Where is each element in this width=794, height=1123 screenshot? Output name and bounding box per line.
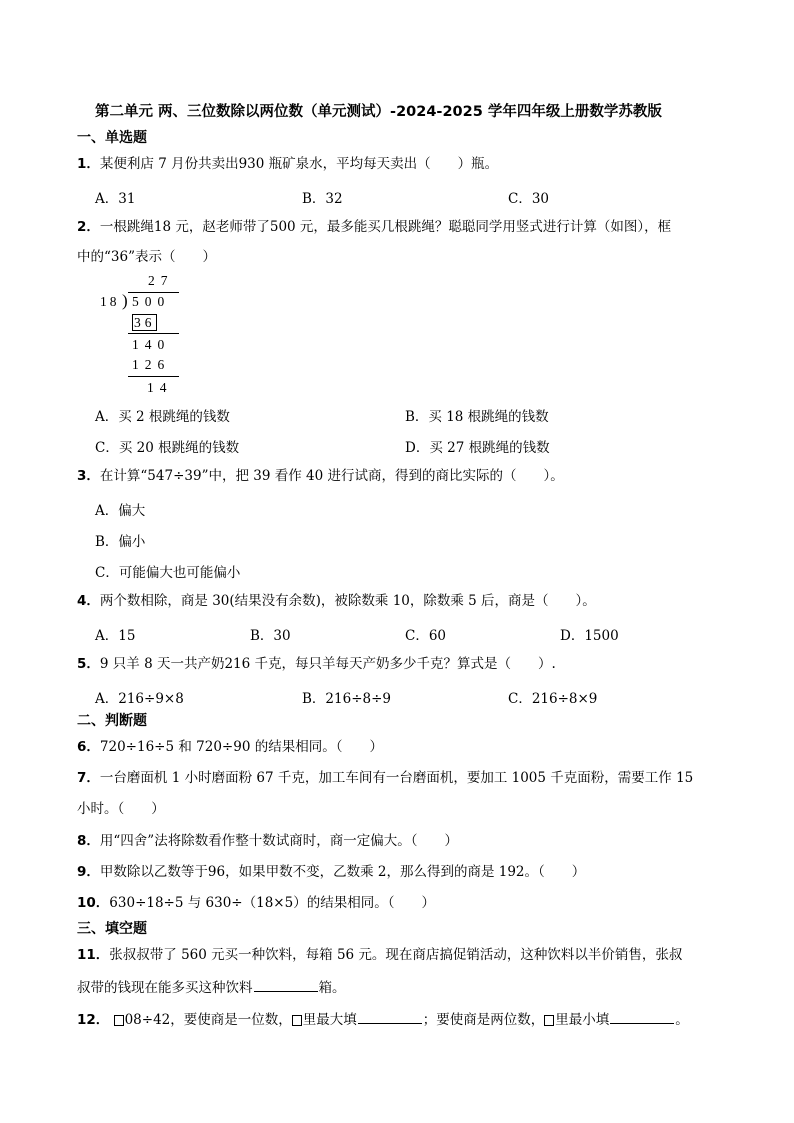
question-text: 在计算“547÷39”中，把 39 看作 40 进行试商，得到的商比实际的（ ）。 — [99, 468, 564, 484]
question-text: 里最大填 — [302, 1012, 357, 1028]
question-number: 4． — [77, 593, 100, 609]
option-d[interactable]: D．买 27 根跳绳的钱数 — [405, 440, 550, 456]
square-placeholder-icon — [292, 1015, 302, 1026]
partial-dividend: 140 — [132, 337, 171, 352]
option-b[interactable]: B．偏小 — [95, 534, 146, 550]
question-text: 720÷16÷5 和 720÷90 的结果相同。（ ） — [99, 739, 383, 755]
question-9 — [77, 863, 585, 881]
question-text: 一根跳绳18 元，赵老师带了500 元，最多能买几根跳绳？聪聪同学用竖式进行计算（如图），框 — [99, 219, 672, 235]
option-c[interactable]: C．30 — [508, 191, 550, 207]
option-b[interactable]: B．买 18 根跳绳的钱数 — [405, 409, 549, 425]
question-number: 8． — [77, 833, 100, 849]
question-5 — [77, 655, 556, 673]
answer-blank[interactable] — [610, 1009, 674, 1024]
option-b[interactable]: B．216÷8÷9 — [302, 691, 391, 707]
question-text: 08÷42，要使商是一位数， — [124, 1012, 292, 1028]
option-b[interactable]: B．32 — [302, 191, 343, 207]
question-text-continued: 中的“36”表示（ ） — [77, 249, 216, 265]
option-b[interactable]: B．30 — [250, 628, 291, 644]
question-number: 11． — [77, 947, 110, 963]
question-12 — [77, 1009, 689, 1029]
question-text: 箱。 — [318, 980, 346, 996]
option-a[interactable]: A．31 — [95, 191, 136, 207]
question-text: 甲数除以乙数等于96，如果甲数不变，乙数乘 2，那么得到的商是 192。（ ） — [99, 864, 586, 880]
question-number: 5． — [77, 656, 100, 672]
question-8 — [77, 832, 458, 850]
question-text: 叔带的钱现在能多买这种饮料 — [77, 980, 253, 996]
question-number: 12． — [77, 1012, 110, 1028]
question-number: 10． — [77, 895, 110, 911]
question-text: ；要使商是两位数， — [422, 1012, 545, 1028]
remainder: 14 — [147, 380, 173, 395]
question-text: 630÷18÷5 与 630÷（18×5）的结果相同。（ ） — [109, 895, 435, 911]
option-a[interactable]: A．15 — [95, 628, 136, 644]
section-heading-fill-blank: 三、填空题 — [77, 921, 147, 937]
question-number: 6． — [77, 739, 100, 755]
question-number: 7． — [77, 770, 100, 786]
option-a[interactable]: A．216÷9×8 — [95, 691, 184, 707]
long-division-figure — [100, 273, 190, 398]
question-text: 里最小填 — [555, 1012, 610, 1028]
question-text: 用“四舍”法将除数看作整十数试商时，商一定偏大。（ ） — [99, 833, 458, 849]
question-2 — [77, 218, 671, 236]
option-a[interactable]: A．偏大 — [95, 503, 146, 519]
question-number: 1． — [77, 156, 100, 172]
question-text: 9 只羊 8 天一共产奶216 千克，每只羊每天产奶多少千克？算式是（ ）. — [99, 656, 556, 672]
division-bracket: ) — [122, 291, 128, 310]
question-text-continued — [77, 977, 346, 997]
section-heading-true-false: 二、判断题 — [77, 713, 147, 729]
question-number: 3． — [77, 468, 100, 484]
option-a[interactable]: A．买 2 根跳绳的钱数 — [95, 409, 230, 425]
question-text: 一台磨面机 1 小时磨面粉 67 千克，加工车间有一台磨面机，要加工 1005 千克面粉，需要工作 15 — [99, 770, 694, 786]
quotient: 27 — [148, 273, 174, 288]
option-c[interactable]: C．可能偏大也可能偏小 — [95, 565, 241, 581]
question-text: 张叔叔带了 560 元买一种饮料，每箱 56 元。现在商店搞促销活动，这种饮料以半价销售，张叔 — [109, 947, 683, 963]
question-11 — [77, 946, 682, 964]
question-text: 两个数相除，商是 30(结果没有余数)，被除数乘 10，除数乘 5 后，商是（ ）。 — [99, 593, 596, 609]
boxed-product: 36 — [134, 315, 156, 330]
question-number: 9． — [77, 864, 100, 880]
division-bar — [128, 292, 179, 293]
option-c[interactable]: C．买 20 根跳绳的钱数 — [95, 440, 240, 456]
option-d[interactable]: D．1500 — [560, 628, 619, 644]
square-placeholder-icon — [114, 1015, 124, 1026]
dividend: 500 — [132, 294, 171, 309]
subtraction-line — [128, 333, 179, 334]
page-title: 第二单元 两、三位数除以两位数（单元测试）-2024-2025 学年四年级上册数学苏教版 — [95, 104, 662, 120]
answer-blank[interactable] — [254, 977, 318, 992]
section-heading-single-choice: 一、单选题 — [77, 130, 147, 146]
question-4 — [77, 592, 596, 610]
question-1 — [77, 155, 498, 173]
question-text: 某便利店 7 月份共卖出930 瓶矿泉水，平均每天卖出（ ）瓶。 — [99, 156, 499, 172]
question-3 — [77, 467, 564, 485]
question-number: 2． — [77, 219, 100, 235]
answer-blank[interactable] — [358, 1009, 422, 1024]
divisor: 18 — [100, 294, 120, 309]
subtraction-line — [128, 376, 179, 377]
question-10 — [77, 894, 435, 912]
question-text-continued: 小时。（ ） — [77, 801, 165, 817]
question-7 — [77, 769, 693, 787]
question-6 — [77, 738, 383, 756]
partial-product: 126 — [132, 357, 171, 372]
option-c[interactable]: C．60 — [405, 628, 447, 644]
square-placeholder-icon — [544, 1015, 554, 1026]
question-text: 。 — [675, 1012, 689, 1028]
option-c[interactable]: C．216÷8×9 — [508, 691, 598, 707]
